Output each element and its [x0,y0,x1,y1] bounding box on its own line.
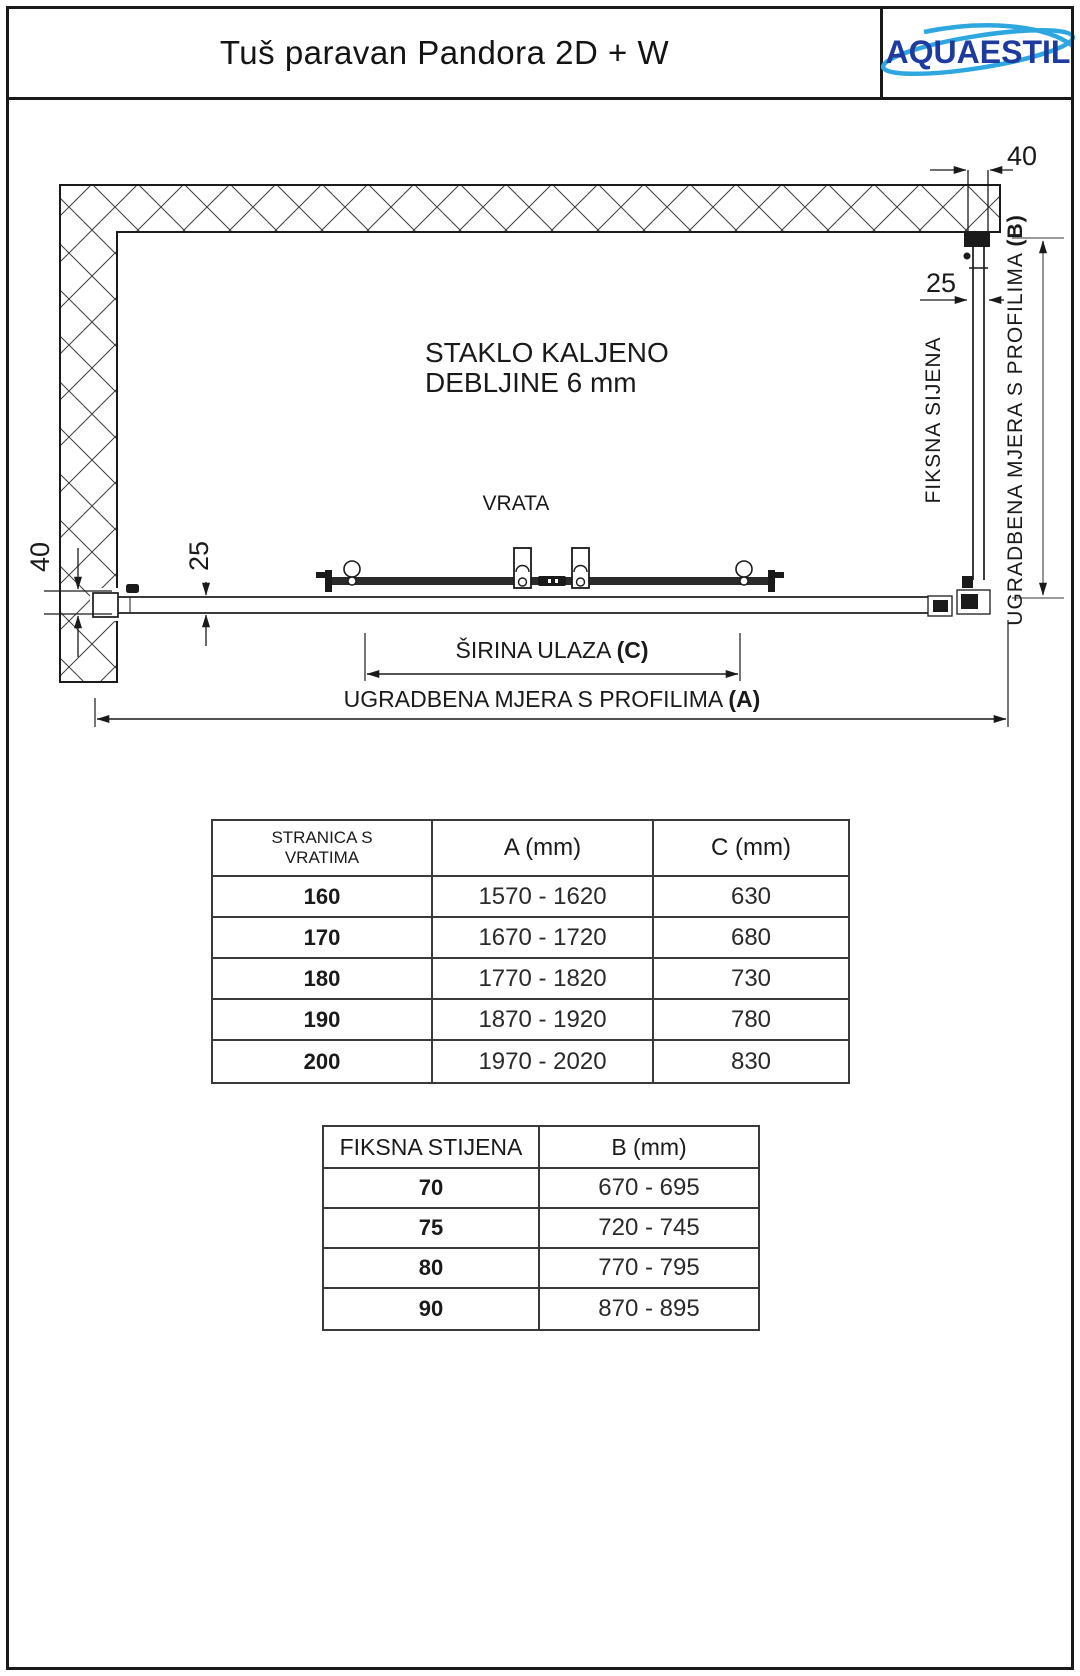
dim-entry-label: ŠIRINA ULAZA (C) [455,637,649,663]
table-row: 170 1670 - 1720 680 [213,918,848,959]
table-row: 80 770 - 795 [324,1249,758,1289]
door-label: VRATA [482,492,550,515]
fixed-wall-table-header [324,1127,758,1169]
rail-corner-inner [933,600,948,612]
fixed-wall-col2-header: B (mm) [611,1133,687,1160]
door-track [316,548,784,592]
track-flag-left [316,572,325,578]
door-size-col3-header: C (mm) [711,834,791,862]
track-end-plate-right [768,570,775,592]
panel-top-bolt [964,253,971,260]
dim-top-40-value: 40 [1006,141,1038,171]
fixed-wall-col1-header: FIKSNA STIJENA [324,1127,540,1167]
plan-drawing [0,0,1080,790]
page-title: Tuš paravan Pandora 2D + W [219,34,670,71]
fixed-panel [957,232,990,614]
door-bracket-right [572,548,589,588]
table-row: 200 1970 - 2020 830 [213,1041,848,1082]
track-end-plate-left [325,570,332,592]
table-row: 180 1770 - 1820 730 [213,959,848,1000]
dim-left-25-value: 25 [184,540,214,572]
door-size-col1-header: STRANICA S VRATIMA [213,821,433,875]
glass-label-line1: STAKLO KALJENO [425,337,669,368]
door-size-col2-header: A (mm) [433,821,654,875]
table-row: 160 1570 - 1620 630 [213,877,848,918]
fixed-panel-label: FIKSNA SIJENA [922,336,945,504]
rail-wall-bump [126,584,139,593]
fixed-wall-table [322,1125,760,1331]
track-flag-right [775,572,784,578]
table-row: 90 870 - 895 [324,1289,758,1329]
dim-right-25-value: 25 [925,268,957,298]
dim-overall-width-label: UGRADBENA MJERA S PROFILIMA (A) [343,686,761,712]
panel-foot-block [962,576,973,588]
panel-foot-inner [961,594,978,609]
door-size-table-header [213,821,848,877]
table-row: 70 670 - 695 [324,1169,758,1209]
logo-wordmark: AQUAESTIL [885,34,1071,70]
door-size-table [211,819,850,1084]
table-row: 75 720 - 745 [324,1209,758,1249]
dim-left-40-value: 40 [25,541,55,573]
glass-label-line2: DEBLJINE 6 mm [425,367,637,398]
table-row: 190 1870 - 1920 780 [213,1000,848,1041]
door-handle [538,576,566,586]
door-bracket-left [514,548,531,588]
bottom-rail [93,584,952,617]
dim-overall-depth-label: UGRADBENA MJERA S PROFILIMA (B) [1004,214,1027,626]
